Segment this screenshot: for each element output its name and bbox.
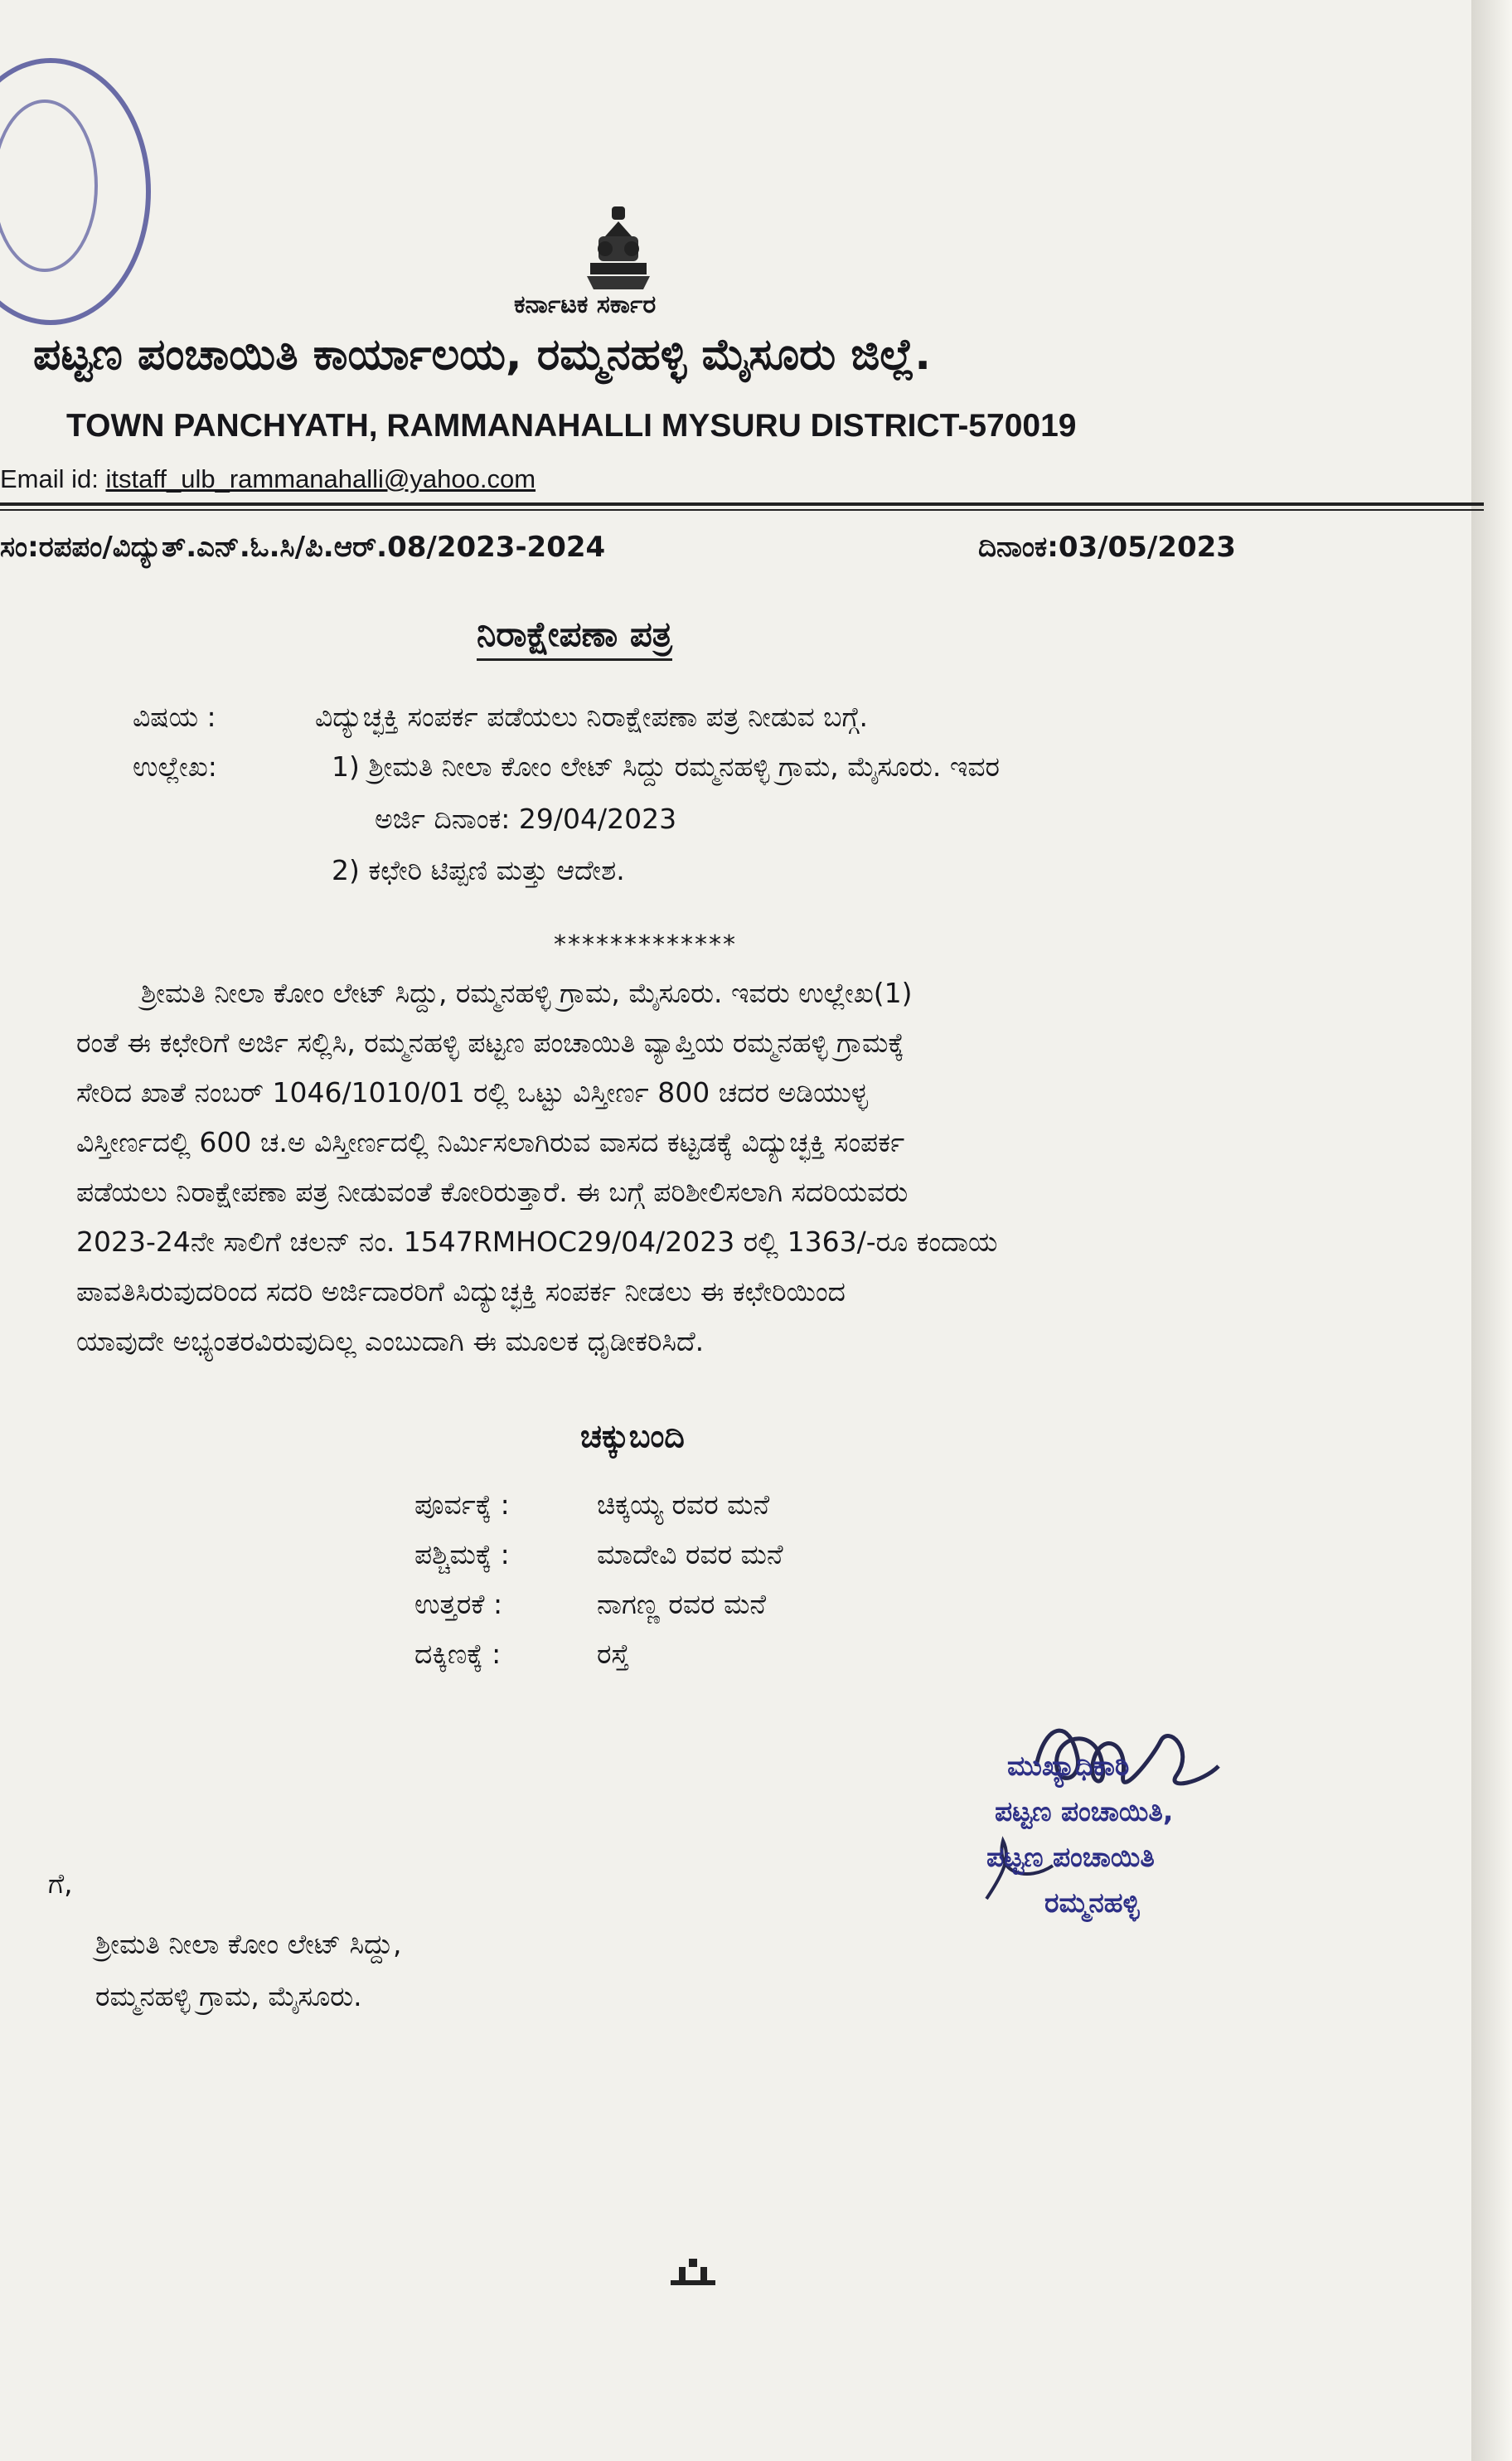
boundary-north-label: ಉತ್ತರಕೆ : <box>414 1588 503 1620</box>
email-address: itstaff_ulb_rammanahalli@yahoo.com <box>105 464 536 493</box>
reference-label: ಉಲ್ಲೇಖ: <box>133 750 217 783</box>
signatory-office: ಪಟ್ಟಣ ಪಂಚಾಯಿತಿ, <box>995 1795 1174 1828</box>
header-divider-thin <box>0 509 1484 511</box>
government-name: ಕರ್ನಾಟಕ ಸರ್ಕಾರ <box>514 290 657 319</box>
document-title: ನಿರಾಕ್ಷೇಪಣಾ ಪತ್ರ <box>477 614 672 661</box>
boundary-east-label: ಪೂರ್ವಕ್ಕೆ : <box>414 1488 510 1521</box>
page-edge <box>1471 0 1512 2461</box>
recipient-name: ಶ್ರೀಮತಿ ನೀಲಾ ಕೋಂ ಲೇಟ್ ಸಿದ್ದು, <box>95 1928 402 1960</box>
email-line <box>0 464 536 494</box>
boundary-west-value: ಮಾದೇವಿ ರವರ ಮನೆ <box>597 1538 783 1570</box>
body-line-7: ಪಾವತಿಸಿರುವುದರಿಂದ ಸದರಿ ಅರ್ಜಿದಾರರಿಗೆ ವಿದ್ಯುಚ್ಛಕ್ತಿ ಸಂಪರ್ಕ ನೀಡಲು ಈ ಕಛೇರಿಯಿಂದ <box>76 1275 846 1308</box>
signatory-designation: ಮುಖ್ಯಾಧಿಕಾರಿ <box>1007 1750 1130 1782</box>
karnataka-emblem-icon <box>580 203 657 294</box>
reference-number: ಸಂ:ರಪಪಂ/ವಿದ್ಯುತ್.ಎನ್.ಓ.ಸಿ/ಪಿ.ಆರ್.08/2023-2024 <box>0 531 606 564</box>
letter-date: ದಿನಾಂಕ:03/05/2023 <box>978 531 1236 564</box>
body-line-8: ಯಾವುದೇ ಅಭ್ಯಂತರವಿರುವುದಿಲ್ಲ ಎಂಬುದಾಗಿ ಈ ಮೂಲಕ ಧೃಡೀಕರಿಸಿದೆ. <box>76 1325 705 1357</box>
boundary-east-value: ಚಿಕ್ಕಯ್ಯ ರವರ ಮನೆ <box>597 1488 770 1521</box>
body-line-2: ರಂತೆ ಈ ಕಛೇರಿಗೆ ಅರ್ಜಿ ಸಲ್ಲಿಸಿ, ರಮ್ಮನಹಳ್ಳಿ ಪಟ್ಟಣ ಪಂಚಾಯಿತಿ ವ್ಯಾಪ್ತಿಯ ರಮ್ಮನಹಳ್ಳಿ ಗ್ರಾಮಕ್ಕೆ <box>76 1027 904 1059</box>
email-label: Email id: <box>0 464 106 493</box>
separator-stars: ************* <box>554 930 737 959</box>
boundaries-title: ಚಕ್ಕುಬಂದಿ <box>580 1418 685 1454</box>
subject-label: ವಿಷಯ : <box>133 701 216 733</box>
reference-item-1: 1) ಶ್ರೀಮತಿ ನೀಲಾ ಕೋಂ ಲೇಟ್ ಸಿದ್ದು ರಮ್ಮನಹಳ್ಳಿ ಗ್ರಾಮ, ಮೈಸೂರು. ಇವರ <box>332 750 1000 783</box>
stamp-place-name: ರಮ್ಮನಹಳ್ಳಿ <box>1044 1886 1140 1919</box>
boundary-north-value: ನಾಗಣ್ಣ ರವರ ಮನೆ <box>597 1588 767 1620</box>
office-name-kannada: ಪಟ್ಟಣ ಪಂಚಾಯಿತಿ ಕಾರ್ಯಾಲಯ, ರಮ್ಮನಹಳ್ಳಿ ಮೈಸೂರು ಜಿಲ್ಲೆ. <box>33 330 931 380</box>
boundary-south-value: ರಸ್ತೆ <box>597 1638 630 1670</box>
recipient-address: ರಮ್ಮನಹಳ್ಳಿ ಗ್ರಾಮ, ಮೈಸೂರು. <box>95 1980 362 2012</box>
header-divider <box>0 502 1484 506</box>
boundary-south-label: ದಕ್ಕಿಣಕ್ಕೆ : <box>414 1638 502 1670</box>
recipient-to: ಗೆ, <box>48 1867 73 1900</box>
body-line-5: ಪಡೆಯಲು ನಿರಾಕ್ಷೇಪಣಾ ಪತ್ರ ನೀಡುವಂತೆ ಕೋರಿರುತ್ತಾರೆ. ಈ ಬಗ್ಗೆ ಪರಿಶೀಲಿಸಲಾಗಿ ಸದರಿಯವರು <box>76 1176 909 1208</box>
footer-emblem-icon <box>667 2257 719 2287</box>
body-line-4: ವಿಸ್ತೀರ್ಣದಲ್ಲಿ 600 ಚ.ಅ ವಿಸ್ತೀರ್ಣದಲ್ಲಿ ನಿರ್ಮಿಸಲಾಗಿರುವ ವಾಸದ ಕಟ್ಟಡಕ್ಕೆ ವಿದ್ಯುಚ್ಛಕ್ತಿ ಸಂಪರ್ಕ <box>76 1126 905 1158</box>
reference-item-2: 2) ಕಛೇರಿ ಟಿಪ್ಪಣಿ ಮತ್ತು ಆದೇಶ. <box>332 854 625 886</box>
boundary-west-label: ಪಶ್ಚಿಮಕ್ಕೆ : <box>414 1538 510 1570</box>
body-line-1: ಶ್ರೀಮತಿ ನೀಲಾ ಕೋಂ ಲೇಟ್ ಸಿದ್ದು, ರಮ್ಮನಹಳ್ಳಿ ಗ್ರಾಮ, ಮೈಸೂರು. ಇವರು ಉಲ್ಲೇಖ(1) <box>141 977 913 1009</box>
subject-text: ವಿದ್ಯುಚ್ಛಕ್ತಿ ಸಂಪರ್ಕ ಪಡೆಯಲು ನಿರಾಕ್ಷೇಪಣಾ ಪತ್ರ ನೀಡುವ ಬಗ್ಗೆ. <box>315 701 869 733</box>
body-line-3: ಸೇರಿದ ಖಾತೆ ನಂಬರ್ 1046/1010/01 ರಲ್ಲಿ ಒಟ್ಟು ವಿಸ್ತೀರ್ಣ 800 ಚದರ ಅಡಿಯುಳ್ಳ <box>76 1076 868 1109</box>
office-name-english: TOWN PANCHYATH, RAMMANAHALLI MYSURU DISTRICT-570019 <box>66 408 1077 444</box>
body-line-6: 2023-24ನೇ ಸಾಲಿಗೆ ಚಲನ್ ನಂ. 1547RMHOC29/04/2023 ರಲ್ಲಿ 1363/-ರೂ ಕಂದಾಯ <box>76 1226 998 1258</box>
reference-item-1-date: ಅರ್ಜಿ ದಿನಾಂಕ: 29/04/2023 <box>375 803 677 835</box>
stamp-office-name: ಪಟ್ಟಣ ಪಂಚಾಯಿತಿ <box>986 1841 1155 1873</box>
